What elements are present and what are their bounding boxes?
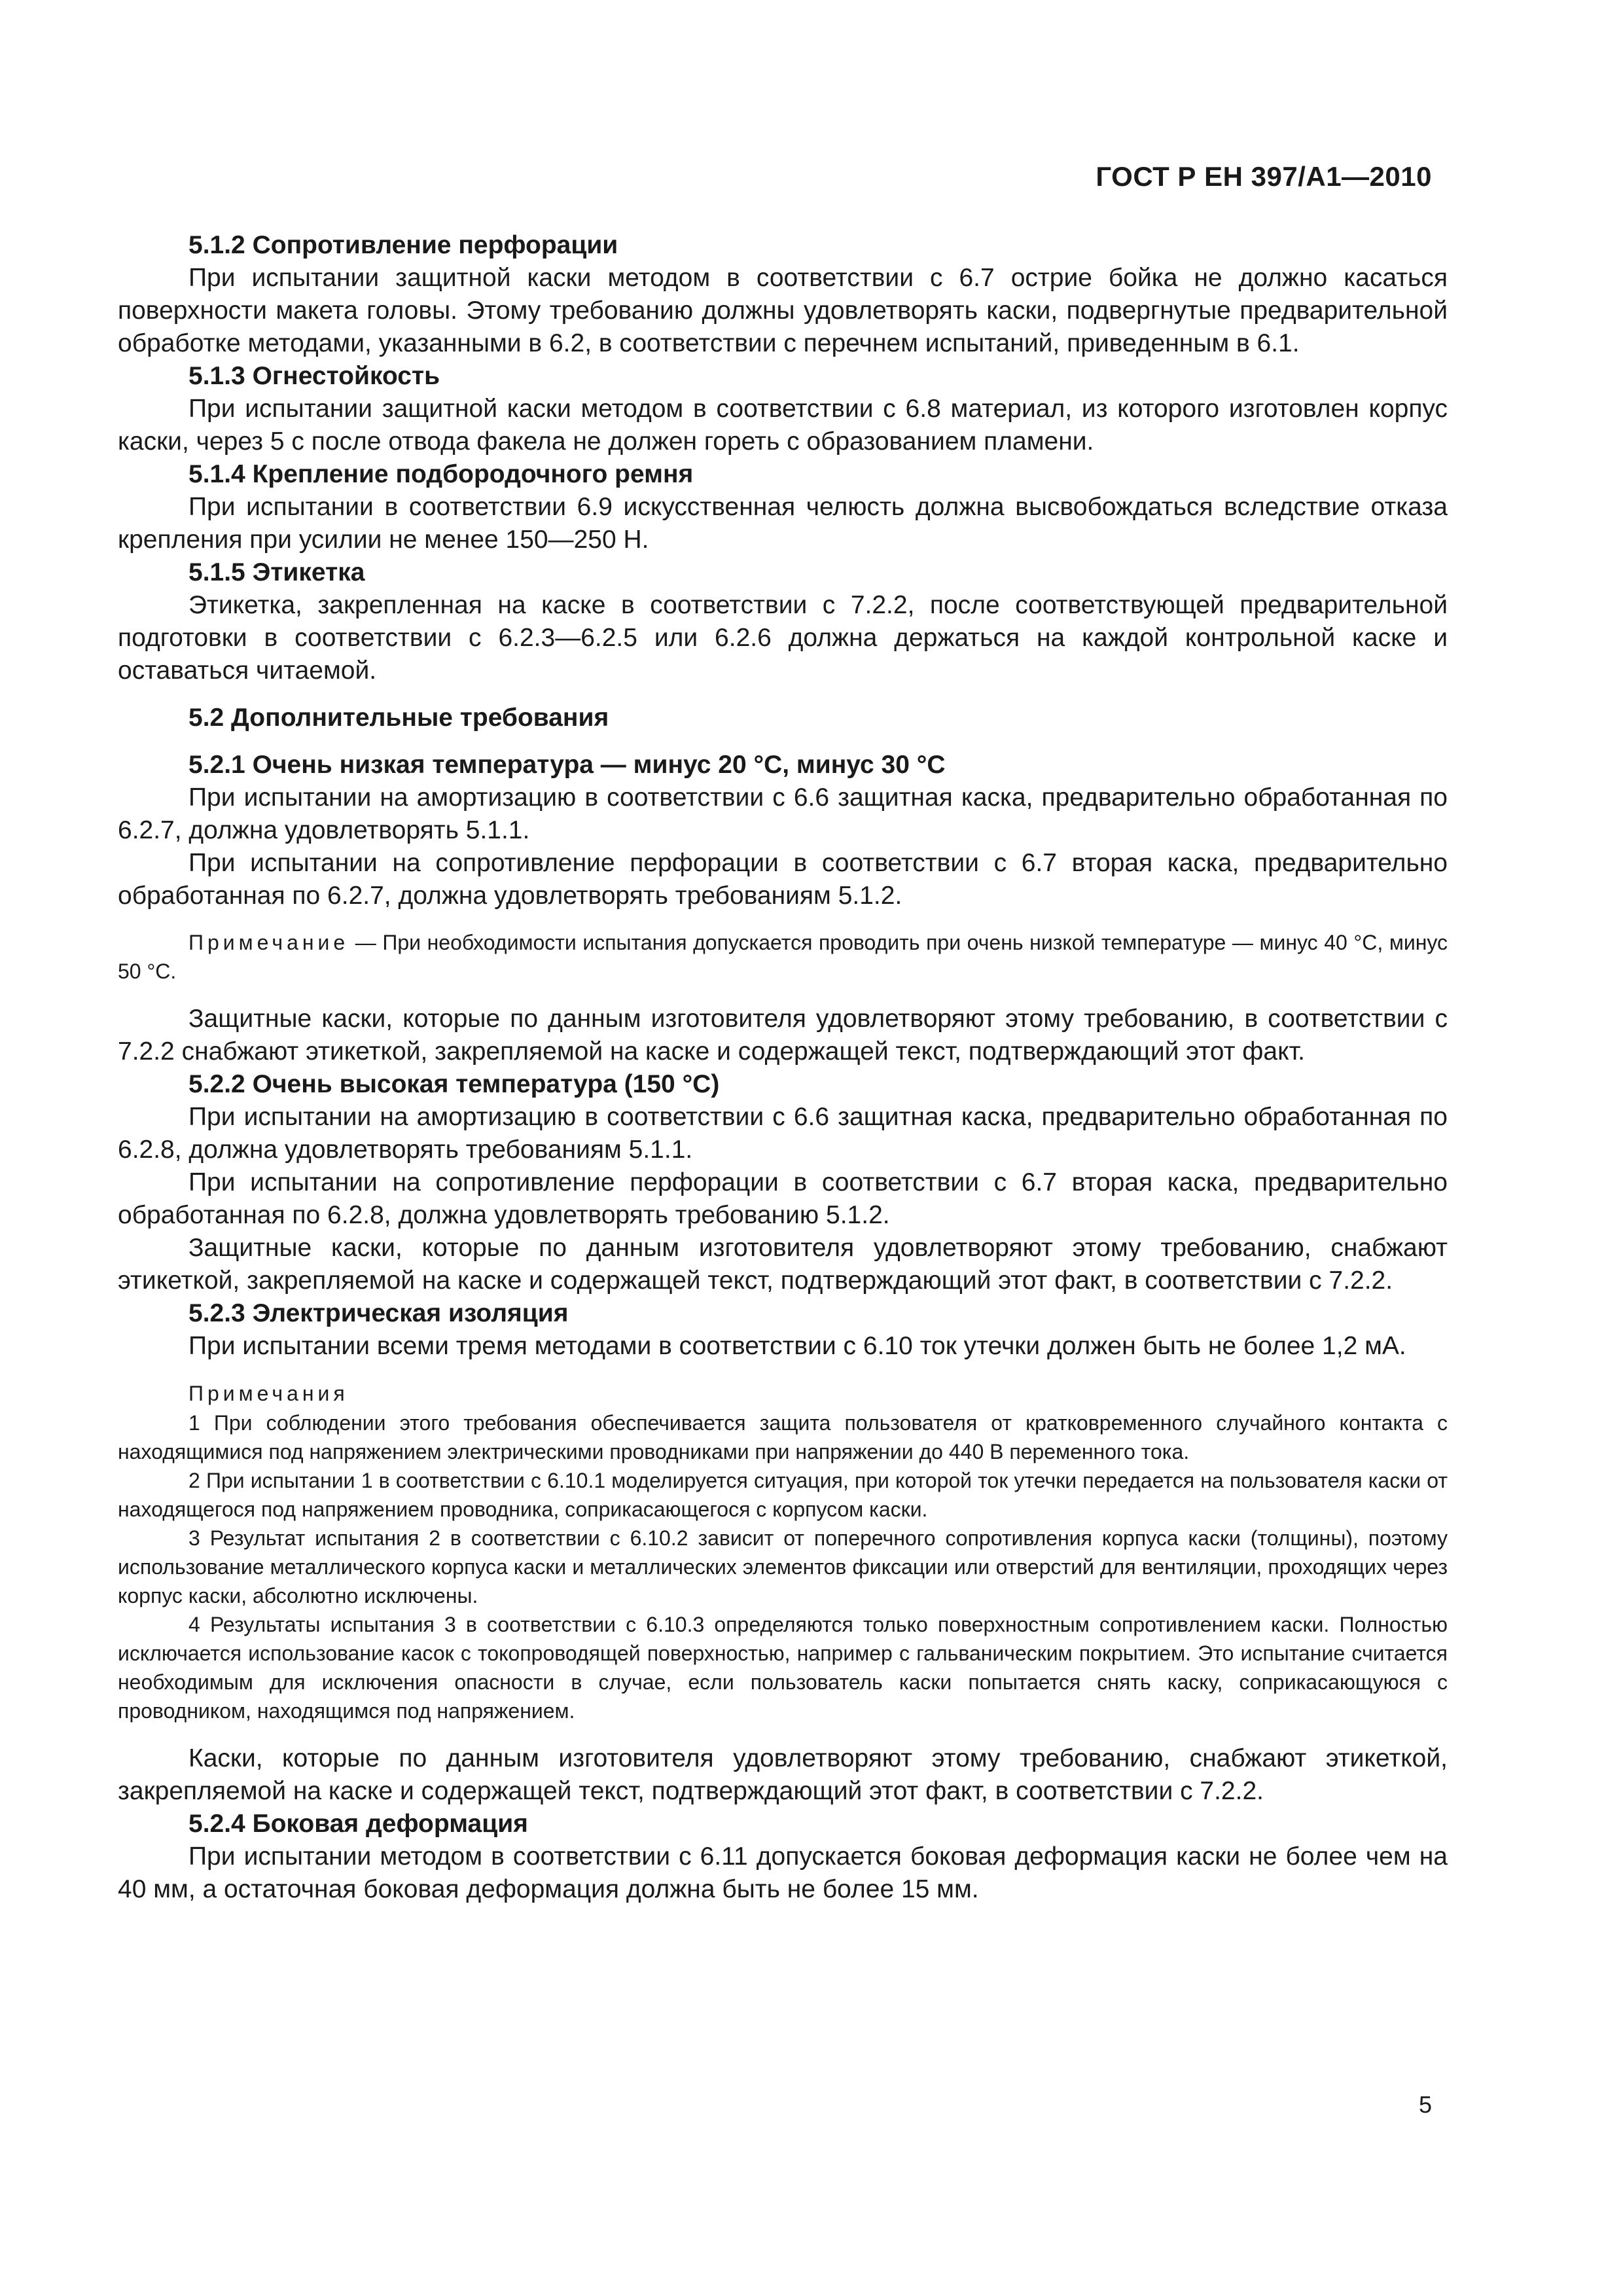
document-body	[118, 229, 1448, 1906]
paragraph: При испытании всеми тремя методами в соответствии с 6.10 ток утечки должен быть не более 1,2 мА.	[188, 1332, 1406, 1360]
heading-5-1-4: 5.1.4 Крепление подбородочного ремня	[188, 460, 694, 488]
paragraph: При испытании защитной каски методом в соответствии с 6.8 материал, из которого изготовлен корпус каски, через 5 с после отвода факела не должен гореть с образованием пламени.	[118, 395, 1448, 456]
heading-5-2-2: 5.2.2 Очень высокая температура (150 °С)	[188, 1070, 720, 1098]
paragraph: При испытании методом в соответствии с 6.11 допускается боковая деформация каски не более чем на 40 мм, а остаточная боковая деформация должна быть не более 15 мм.	[118, 1842, 1448, 1903]
paragraph: При испытании защитной каски методом в соответствии с 6.7 острие бойка не должно касаться поверхности макета головы. Этому требованию должны удовлетворять каски, подвергнутые предварительной обработке методами, указанными в 6.2, в соответствии с перечнем испытаний, приведенным в 6.1.	[118, 264, 1448, 357]
notes-heading: Примечания	[188, 1382, 349, 1405]
note-item: 4 Результаты испытания 3 в соответствии с 6.10.3 определяются только поверхностным сопротивлением каски. Полностью исключается использование касок с токопроводящей поверхностью, например с гальваническим покрытием. Это испытание считается необходимым для исключения опасности в случае, если пользователь каски попытается снять каску, соприкасающуюся с проводником, находящимся под напряжением.	[118, 1613, 1448, 1723]
page-number: 5	[1418, 2091, 1432, 2118]
note-item: 3 Результат испытания 2 в соответствии с 6.10.2 зависит от поперечного сопротивления корпуса каски (толщины), поэтому использование металлического корпуса каски и металлических элементов фиксации или отверстий для вентиляции, проходящих через корпус каски, абсолютно исключены.	[118, 1526, 1448, 1607]
paragraph: При испытании на сопротивление перфорации в соответствии с 6.7 вторая каска, предварительно обработанная по 6.2.7, должна удовлетворять требованиям 5.1.2.	[118, 849, 1448, 910]
heading-5-1-5: 5.1.5 Этикетка	[188, 558, 365, 586]
paragraph: При испытании на амортизацию в соответствии с 6.6 защитная каска, предварительно обработанная по 6.2.7, должна удовлетворять 5.1.1.	[118, 783, 1448, 844]
note-text: — При необходимости испытания допускается проводить при очень низкой температуре — минус 40 °С, минус 50 °С.	[118, 931, 1448, 983]
paragraph: При испытании в соответствии 6.9 искусственная челюсть должна высвобождаться вследствие отказа крепления при усилии не менее 150—250 Н.	[118, 493, 1448, 554]
heading-5-1-2: 5.1.2 Сопротивление перфорации	[188, 231, 618, 259]
heading-5-2-4: 5.2.4 Боковая деформация	[188, 1810, 528, 1838]
note-block	[118, 928, 1448, 986]
paragraph: При испытании на амортизацию в соответствии с 6.6 защитная каска, предварительно обработанная по 6.2.8, должна удовлетворять требованиям 5.1.1.	[118, 1103, 1448, 1164]
heading-5-2: 5.2 Дополнительные требования	[188, 704, 609, 732]
note-label: Примечание	[188, 931, 349, 954]
note-item: 1 При соблюдении этого требования обеспечивается защита пользователя от кратковременного случайного контакта с находящимися под напряжением электрическими проводниками при напряжении до 440 В переменного тока.	[118, 1411, 1448, 1463]
note-item: 2 При испытании 1 в соответствии с 6.10.1 моделируется ситуация, при которой ток утечки передается на пользователя каски от находящегося под напряжением проводника, соприкасающегося с корпусом каски.	[118, 1469, 1448, 1521]
paragraph: При испытании на сопротивление перфорации в соответствии с 6.7 вторая каска, предварительно обработанная по 6.2.8, должна удовлетворять требованию 5.1.2.	[118, 1168, 1448, 1229]
paragraph: Защитные каски, которые по данным изготовителя удовлетворяют этому требованию, снабжают этикеткой, закрепляемой на каске и содержащей текст, подтверждающий этот факт, в соответствии с 7.2.2.	[118, 1234, 1448, 1295]
heading-5-1-3: 5.1.3 Огнестойкость	[188, 362, 440, 390]
document-code: ГОСТ Р ЕН 397/А1—2010	[1096, 161, 1432, 192]
paragraph: Этикетка, закрепленная на каске в соответствии с 7.2.2, после соответствующей предварительной подготовки в соответствии с 6.2.3—6.2.5 или 6.2.6 должна держаться на каждой контрольной каске и оставаться читаемой.	[118, 591, 1448, 685]
note	[118, 928, 1448, 986]
heading-5-2-1: 5.2.1 Очень низкая температура — минус 20 °С, минус 30 °С	[188, 751, 946, 779]
paragraph: Каски, которые по данным изготовителя удовлетворяют этому требованию, снабжают этикеткой, закрепляемой на каске и содержащей текст, подтверждающий этот факт, в соответствии с 7.2.2.	[118, 1744, 1448, 1805]
notes-block	[118, 1378, 1448, 1725]
heading-5-2-3: 5.2.3 Электрическая изоляция	[188, 1299, 569, 1327]
paragraph: Защитные каски, которые по данным изготовителя удовлетворяют этому требованию, в соответствии с 7.2.2 снабжают этикеткой, закрепляемой на каске и содержащей текст, подтверждающий этот факт.	[118, 1005, 1448, 1066]
